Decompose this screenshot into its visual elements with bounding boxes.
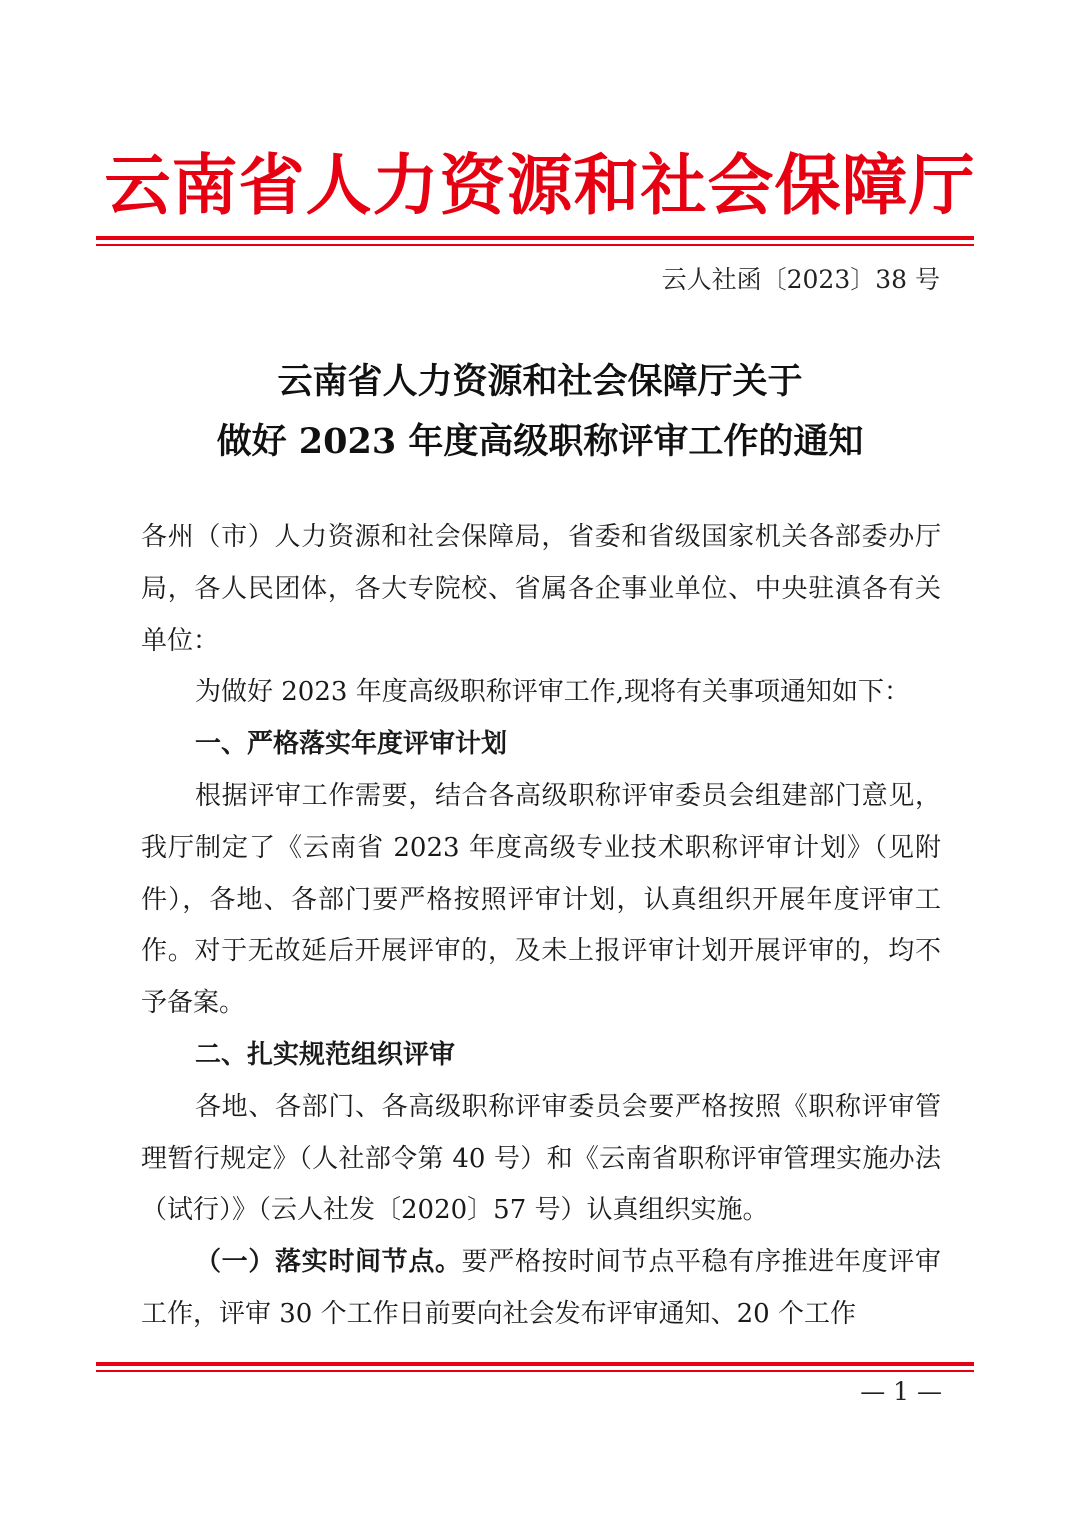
page-number: — 1 — xyxy=(860,1377,942,1406)
letterhead-rule-thin xyxy=(96,244,974,246)
subsection1-paragraph xyxy=(141,1237,941,1341)
document-number: 云人社函〔2023〕38 号 xyxy=(661,265,940,294)
document-title-line1: 云南省人力资源和社会保障厅关于 xyxy=(277,361,803,402)
letterhead-rule-thick xyxy=(96,236,974,240)
section2-heading: 二、扎实规范组织评审 xyxy=(195,1039,456,1070)
section1-heading: 一、严格落实年度评审计划 xyxy=(195,729,508,760)
section2-paragraph: 各地、各部门、各高级职称评审委员会要严格按照《职称评审管理暂行规定》（人社部令第 40 号）和《云南省职称评审管理实施办法（试行）》（云人社发〔2020〕57 号）认真组织实施。 xyxy=(141,1091,941,1226)
intro-paragraph: 为做好 2023 年度高级职称评审工作,现将有关事项通知如下： xyxy=(195,677,910,708)
document-body xyxy=(141,512,941,1341)
section1-paragraph: 根据评审工作需要，结合各高级职称评审委员会组建部门意见，我厅制定了《云南省 2023 年度高级专业技术职称评审计划》（见附件），各地、各部门要严格按照评审计划，认真组织开展年度评审工作。对于无故延后开展评审的，及未上报评审计划开展评审的，均不予备案。 xyxy=(141,780,941,1019)
document-title-line2: 做好 2023 年度高级职称评审工作的通知 xyxy=(216,421,864,462)
footer-rule-thick xyxy=(96,1362,974,1366)
addressee-paragraph: 各州（市）人力资源和社会保障局，省委和省级国家机关各部委办厅局，各人民团体，各大专院校、省属各企事业单位、中央驻滇各有关单位： xyxy=(141,522,941,656)
subsection1-lead: （一）落实时间节点。 xyxy=(195,1247,462,1278)
footer-rule-thin xyxy=(96,1370,974,1372)
letterhead-title: 云南省人力资源和社会保障厅 xyxy=(104,146,976,224)
subsection1-text: 要严格按时间节点平稳有序推进年度评审工作，评审 30 个工作日前要向社会发布评审通知、20 个工作 xyxy=(141,1247,941,1329)
